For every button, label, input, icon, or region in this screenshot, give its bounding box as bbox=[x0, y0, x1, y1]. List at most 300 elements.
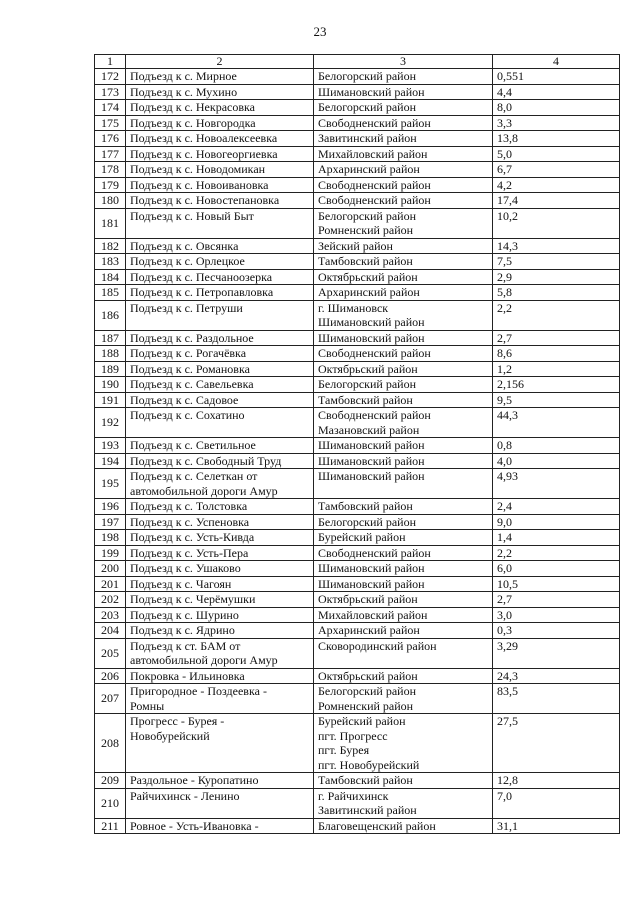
district-line: пгт. Прогресс bbox=[318, 728, 388, 743]
table-row bbox=[95, 115, 620, 131]
row-number: 174 bbox=[95, 100, 126, 116]
road-length: 83,5 bbox=[493, 684, 620, 714]
road-name bbox=[126, 115, 314, 131]
road-name-line: Подъезд к с. Садовое bbox=[130, 392, 239, 407]
road-name-line: Подъезд к с. Толстовка bbox=[130, 499, 248, 513]
district-line: Шимановский район bbox=[318, 330, 425, 345]
district-line: Бурейский район bbox=[318, 530, 406, 544]
road-length: 2,9 bbox=[493, 269, 620, 285]
row-number: 190 bbox=[95, 377, 126, 393]
table-row bbox=[95, 592, 620, 608]
header-cell-length: 4 bbox=[493, 55, 620, 69]
row-number: 179 bbox=[95, 177, 126, 193]
row-number: 178 bbox=[95, 162, 126, 178]
district-line: Михайловский район bbox=[318, 607, 428, 622]
road-length: 5,8 bbox=[493, 285, 620, 301]
road-name bbox=[126, 392, 314, 408]
road-length: 6,0 bbox=[493, 561, 620, 577]
table-row bbox=[95, 684, 620, 714]
road-name-line: Покровка - Ильиновка bbox=[130, 668, 245, 683]
district bbox=[314, 84, 493, 100]
district bbox=[314, 408, 493, 438]
road-name-line: Подъезд к с. Романовка bbox=[130, 361, 250, 376]
road-length: 27,5 bbox=[493, 714, 620, 773]
district bbox=[314, 254, 493, 270]
road-name bbox=[126, 623, 314, 639]
header-cell-road: 2 bbox=[126, 55, 314, 69]
road-length: 3,0 bbox=[493, 607, 620, 623]
table-row bbox=[95, 361, 620, 377]
row-number: 183 bbox=[95, 254, 126, 270]
road-length: 2,156 bbox=[493, 377, 620, 393]
table-row bbox=[95, 638, 620, 668]
road-length: 8,0 bbox=[493, 100, 620, 116]
district bbox=[314, 530, 493, 546]
road-length: 2,7 bbox=[493, 330, 620, 346]
road-name-line: Подъезд к с. Селеткан от bbox=[130, 469, 258, 483]
district bbox=[314, 576, 493, 592]
table-row bbox=[95, 623, 620, 639]
row-number: 210 bbox=[95, 788, 126, 818]
table-row bbox=[95, 69, 620, 85]
road-name-line: Прогресс - Бурея - bbox=[130, 714, 225, 728]
road-name-line: Подъезд к с. Усть-Пера bbox=[130, 545, 249, 560]
road-name bbox=[126, 514, 314, 530]
road-name-line: автомобильной дороги Амур bbox=[130, 483, 278, 498]
road-length: 10,2 bbox=[493, 208, 620, 238]
road-name bbox=[126, 561, 314, 577]
district-line: Белогорский район bbox=[318, 377, 416, 391]
row-number: 206 bbox=[95, 668, 126, 684]
road-name-line: Подъезд к с. Мирное bbox=[130, 69, 237, 83]
table-row bbox=[95, 330, 620, 346]
road-name bbox=[126, 438, 314, 454]
district-line: пгт. Новобурейский bbox=[318, 757, 420, 772]
road-length: 4,93 bbox=[493, 469, 620, 499]
district-line: Октябрьский район bbox=[318, 668, 418, 683]
roads-table-body bbox=[95, 55, 620, 834]
table-row bbox=[95, 576, 620, 592]
row-number: 187 bbox=[95, 330, 126, 346]
road-length: 2,2 bbox=[493, 300, 620, 330]
row-number: 211 bbox=[95, 818, 126, 834]
district-line: Тамбовский район bbox=[318, 254, 413, 268]
road-name bbox=[126, 607, 314, 623]
district-line: Свободненский район bbox=[318, 408, 431, 422]
road-length: 10,5 bbox=[493, 576, 620, 592]
district bbox=[314, 438, 493, 454]
road-name-line: Подъезд к с. Новогеоргиевка bbox=[130, 146, 278, 161]
district-line: Архаринский район bbox=[318, 285, 420, 299]
row-number: 188 bbox=[95, 346, 126, 362]
road-length: 6,7 bbox=[493, 162, 620, 178]
table-row bbox=[95, 499, 620, 515]
road-length: 4,2 bbox=[493, 177, 620, 193]
district bbox=[314, 330, 493, 346]
road-name bbox=[126, 684, 314, 714]
district bbox=[314, 668, 493, 684]
road-length: 1,4 bbox=[493, 530, 620, 546]
road-name-line: Подъезд к с. Свободный Труд bbox=[130, 453, 282, 468]
road-name bbox=[126, 254, 314, 270]
district bbox=[314, 638, 493, 668]
row-number: 191 bbox=[95, 392, 126, 408]
district bbox=[314, 115, 493, 131]
road-length: 7,0 bbox=[493, 788, 620, 818]
district-line: пгт. Бурея bbox=[318, 743, 370, 757]
district-line: Шимановский район bbox=[318, 561, 425, 575]
road-name-line: Подъезд к с. Орлецкое bbox=[130, 254, 245, 268]
district-line: Ромненский район bbox=[318, 223, 414, 237]
district bbox=[314, 177, 493, 193]
district bbox=[314, 499, 493, 515]
road-name-line: Подъезд к с. Новоалексеевка bbox=[130, 131, 278, 145]
row-number: 207 bbox=[95, 684, 126, 714]
row-number: 189 bbox=[95, 361, 126, 377]
district bbox=[314, 561, 493, 577]
road-length: 3,29 bbox=[493, 638, 620, 668]
road-name bbox=[126, 576, 314, 592]
table-row bbox=[95, 162, 620, 178]
road-length: 2,7 bbox=[493, 592, 620, 608]
district bbox=[314, 361, 493, 377]
district-line: Свободненский район bbox=[318, 193, 431, 207]
road-name-line: Райчихинск - Ленино bbox=[130, 788, 240, 803]
table-row bbox=[95, 714, 620, 773]
road-name bbox=[126, 592, 314, 608]
road-name-line: Подъезд к с. Шурино bbox=[130, 607, 239, 622]
district bbox=[314, 773, 493, 789]
district-line: Октябрьский район bbox=[318, 361, 418, 376]
road-name-line: Подъезд к с. Усть-Кивда bbox=[130, 530, 255, 544]
road-name bbox=[126, 146, 314, 162]
district bbox=[314, 623, 493, 639]
row-number: 172 bbox=[95, 69, 126, 85]
table-row bbox=[95, 346, 620, 362]
district-line: Свободненский район bbox=[318, 115, 431, 130]
road-length: 13,8 bbox=[493, 131, 620, 147]
district-line: Шимановский район bbox=[318, 84, 425, 99]
district bbox=[314, 592, 493, 608]
road-name bbox=[126, 818, 314, 834]
table-row bbox=[95, 238, 620, 254]
road-name-line: Подъезд к с. Черёмушки bbox=[130, 592, 256, 606]
district-line: Белогорский район bbox=[318, 208, 416, 223]
row-number: 175 bbox=[95, 115, 126, 131]
table-row bbox=[95, 408, 620, 438]
district bbox=[314, 69, 493, 85]
district-line: Свободненский район bbox=[318, 177, 431, 192]
road-name-line: Подъезд к с. Петруши bbox=[130, 300, 243, 315]
table-row bbox=[95, 469, 620, 499]
table-row bbox=[95, 514, 620, 530]
road-length: 9,5 bbox=[493, 392, 620, 408]
row-number: 208 bbox=[95, 714, 126, 773]
road-length: 7,5 bbox=[493, 254, 620, 270]
road-length: 12,8 bbox=[493, 773, 620, 789]
table-row bbox=[95, 530, 620, 546]
district-line: Белогорский район bbox=[318, 100, 416, 114]
row-number: 182 bbox=[95, 238, 126, 254]
district-line: г. Шимановск bbox=[318, 300, 389, 315]
road-name bbox=[126, 545, 314, 561]
district-line: Архаринский район bbox=[318, 623, 420, 637]
row-number: 205 bbox=[95, 638, 126, 668]
table-row bbox=[95, 100, 620, 116]
road-name bbox=[126, 530, 314, 546]
district-line: Шимановский район bbox=[318, 438, 425, 452]
road-name bbox=[126, 714, 314, 773]
district-line: Белогорский район bbox=[318, 684, 416, 698]
district bbox=[314, 269, 493, 285]
district-line: Архаринский район bbox=[318, 162, 420, 176]
district bbox=[314, 469, 493, 499]
road-length: 4,4 bbox=[493, 84, 620, 100]
district-line: Октябрьский район bbox=[318, 592, 418, 606]
road-length: 4,0 bbox=[493, 453, 620, 469]
district-line: Белогорский район bbox=[318, 69, 416, 83]
road-name-line: Подъезд к с. Песчаноозерка bbox=[130, 269, 273, 284]
table-row bbox=[95, 668, 620, 684]
table-header-row bbox=[95, 55, 620, 69]
road-name bbox=[126, 668, 314, 684]
district bbox=[314, 346, 493, 362]
road-name bbox=[126, 638, 314, 668]
district-line: Тамбовский район bbox=[318, 773, 413, 787]
row-number: 197 bbox=[95, 514, 126, 530]
district-line: Завитинский район bbox=[318, 131, 417, 145]
road-name-line: Подъезд к с. Сохатино bbox=[130, 408, 245, 422]
row-number: 209 bbox=[95, 773, 126, 789]
row-number: 194 bbox=[95, 453, 126, 469]
district-line: Шимановский район bbox=[318, 576, 425, 591]
row-number: 186 bbox=[95, 300, 126, 330]
district-line: Тамбовский район bbox=[318, 499, 413, 513]
road-length: 17,4 bbox=[493, 193, 620, 209]
district-line: Завитинский район bbox=[318, 803, 417, 817]
district bbox=[314, 714, 493, 773]
district-line: Шимановский район bbox=[318, 453, 425, 468]
district-line: Благовещенский район bbox=[318, 818, 436, 833]
road-name-line: Подъезд к с. Светильное bbox=[130, 438, 256, 452]
road-name-line: Подъезд к с. Новоивановка bbox=[130, 177, 269, 192]
road-length: 5,0 bbox=[493, 146, 620, 162]
district bbox=[314, 684, 493, 714]
row-number: 184 bbox=[95, 269, 126, 285]
row-number: 185 bbox=[95, 285, 126, 301]
road-name bbox=[126, 361, 314, 377]
road-name-line: Подъезд к с. Ушаково bbox=[130, 561, 241, 575]
road-name bbox=[126, 131, 314, 147]
road-name-line: Пригородное - Поздеевка - bbox=[130, 684, 267, 698]
district-line: Михайловский район bbox=[318, 146, 428, 161]
row-number: 204 bbox=[95, 623, 126, 639]
road-name bbox=[126, 238, 314, 254]
district bbox=[314, 238, 493, 254]
road-length: 0,3 bbox=[493, 623, 620, 639]
road-length: 2,2 bbox=[493, 545, 620, 561]
road-length: 31,1 bbox=[493, 818, 620, 834]
road-name bbox=[126, 269, 314, 285]
row-number: 181 bbox=[95, 208, 126, 238]
road-name-line: Ровное - Усть-Ивановка - bbox=[130, 818, 259, 833]
road-name bbox=[126, 453, 314, 469]
district bbox=[314, 162, 493, 178]
district-line: Тамбовский район bbox=[318, 392, 413, 407]
road-name-line: Подъезд к с. Мухино bbox=[130, 84, 238, 99]
road-name-line: Подъезд к с. Некрасовка bbox=[130, 100, 256, 114]
road-name-line: Подъезд к с. Новостепановка bbox=[130, 193, 280, 207]
table-row bbox=[95, 208, 620, 238]
road-length: 1,2 bbox=[493, 361, 620, 377]
roads-table bbox=[94, 54, 620, 834]
row-number: 193 bbox=[95, 438, 126, 454]
district bbox=[314, 377, 493, 393]
road-length: 14,3 bbox=[493, 238, 620, 254]
district bbox=[314, 788, 493, 818]
district bbox=[314, 453, 493, 469]
road-length: 2,4 bbox=[493, 499, 620, 515]
road-name bbox=[126, 193, 314, 209]
row-number: 192 bbox=[95, 408, 126, 438]
district-line: Зейский район bbox=[318, 238, 393, 253]
district-line: Свободненский район bbox=[318, 545, 431, 560]
row-number: 198 bbox=[95, 530, 126, 546]
table-row bbox=[95, 377, 620, 393]
table-row bbox=[95, 177, 620, 193]
road-name bbox=[126, 330, 314, 346]
road-name bbox=[126, 84, 314, 100]
row-number: 200 bbox=[95, 561, 126, 577]
road-name-line: Подъезд к с. Новгородка bbox=[130, 115, 256, 130]
road-name bbox=[126, 377, 314, 393]
road-name-line: Подъезд к с. Рогачёвка bbox=[130, 346, 247, 360]
road-name bbox=[126, 408, 314, 438]
table-row bbox=[95, 193, 620, 209]
table-row bbox=[95, 300, 620, 330]
road-name bbox=[126, 208, 314, 238]
road-name bbox=[126, 773, 314, 789]
road-name-line: Подъезд к с. Овсянка bbox=[130, 238, 239, 253]
row-number: 177 bbox=[95, 146, 126, 162]
table-row bbox=[95, 254, 620, 270]
table-row bbox=[95, 545, 620, 561]
table-row bbox=[95, 392, 620, 408]
road-name bbox=[126, 177, 314, 193]
road-name bbox=[126, 346, 314, 362]
table-row bbox=[95, 453, 620, 469]
road-length: 8,6 bbox=[493, 346, 620, 362]
road-name bbox=[126, 499, 314, 515]
road-name bbox=[126, 100, 314, 116]
row-number: 173 bbox=[95, 84, 126, 100]
district-line: Шимановский район bbox=[318, 469, 425, 483]
road-name-line: Раздольное - Куропатино bbox=[130, 773, 259, 787]
table-row bbox=[95, 773, 620, 789]
district bbox=[314, 285, 493, 301]
district bbox=[314, 514, 493, 530]
road-name-line: Ромны bbox=[130, 698, 165, 713]
row-number: 196 bbox=[95, 499, 126, 515]
district-line: Шимановский район bbox=[318, 315, 425, 329]
table-row bbox=[95, 131, 620, 147]
header-cell-district: 3 bbox=[314, 55, 493, 69]
road-name-line: Подъезд к с. Новый Быт bbox=[130, 208, 254, 223]
district bbox=[314, 146, 493, 162]
road-name-line: Подъезд к с. Ядрино bbox=[130, 623, 235, 637]
table-row bbox=[95, 84, 620, 100]
road-name-line: Новобурейский bbox=[130, 728, 210, 743]
road-length: 44,3 bbox=[493, 408, 620, 438]
district bbox=[314, 545, 493, 561]
district bbox=[314, 607, 493, 623]
row-number: 202 bbox=[95, 592, 126, 608]
table-row bbox=[95, 561, 620, 577]
district bbox=[314, 193, 493, 209]
table-row bbox=[95, 788, 620, 818]
district bbox=[314, 208, 493, 238]
road-name-line: Подъезд к с. Новодомикан bbox=[130, 162, 266, 176]
district-line: Бурейский район bbox=[318, 714, 406, 728]
road-name bbox=[126, 162, 314, 178]
road-name-line: Подъезд к с. Петропавловка bbox=[130, 285, 274, 299]
row-number: 203 bbox=[95, 607, 126, 623]
road-name bbox=[126, 300, 314, 330]
road-name bbox=[126, 788, 314, 818]
road-length: 24,3 bbox=[493, 668, 620, 684]
district-line: Сковородинский район bbox=[318, 638, 437, 653]
table-row bbox=[95, 269, 620, 285]
roads-table-container bbox=[94, 54, 620, 834]
row-number: 176 bbox=[95, 131, 126, 147]
district-line: Свободненский район bbox=[318, 346, 431, 360]
header-cell-number: 1 bbox=[95, 55, 126, 69]
row-number: 201 bbox=[95, 576, 126, 592]
district bbox=[314, 131, 493, 147]
table-row bbox=[95, 818, 620, 834]
road-name-line: автомобильной дороги Амур bbox=[130, 653, 278, 667]
road-name bbox=[126, 469, 314, 499]
row-number: 199 bbox=[95, 545, 126, 561]
district bbox=[314, 392, 493, 408]
road-name-line: Подъезд к с. Раздольное bbox=[130, 330, 254, 345]
road-length: 0,551 bbox=[493, 69, 620, 85]
road-name bbox=[126, 285, 314, 301]
table-row bbox=[95, 146, 620, 162]
road-name-line: Подъезд к ст. БАМ от bbox=[130, 638, 241, 653]
district-line: Белогорский район bbox=[318, 514, 416, 529]
road-name-line: Подъезд к с. Чагоян bbox=[130, 576, 232, 591]
road-name bbox=[126, 69, 314, 85]
road-length: 0,8 bbox=[493, 438, 620, 454]
district bbox=[314, 818, 493, 834]
road-length: 3,3 bbox=[493, 115, 620, 131]
district-line: Мазановский район bbox=[318, 422, 420, 437]
district bbox=[314, 100, 493, 116]
road-length: 9,0 bbox=[493, 514, 620, 530]
table-row bbox=[95, 607, 620, 623]
road-name-line: Подъезд к с. Успеновка bbox=[130, 514, 250, 529]
district-line: Октябрьский район bbox=[318, 269, 418, 284]
table-row bbox=[95, 285, 620, 301]
road-name-line: Подъезд к с. Савельевка bbox=[130, 377, 254, 391]
row-number: 180 bbox=[95, 193, 126, 209]
table-row bbox=[95, 438, 620, 454]
district bbox=[314, 300, 493, 330]
district-line: г. Райчихинск bbox=[318, 788, 389, 803]
row-number: 195 bbox=[95, 469, 126, 499]
district-line: Ромненский район bbox=[318, 698, 414, 713]
